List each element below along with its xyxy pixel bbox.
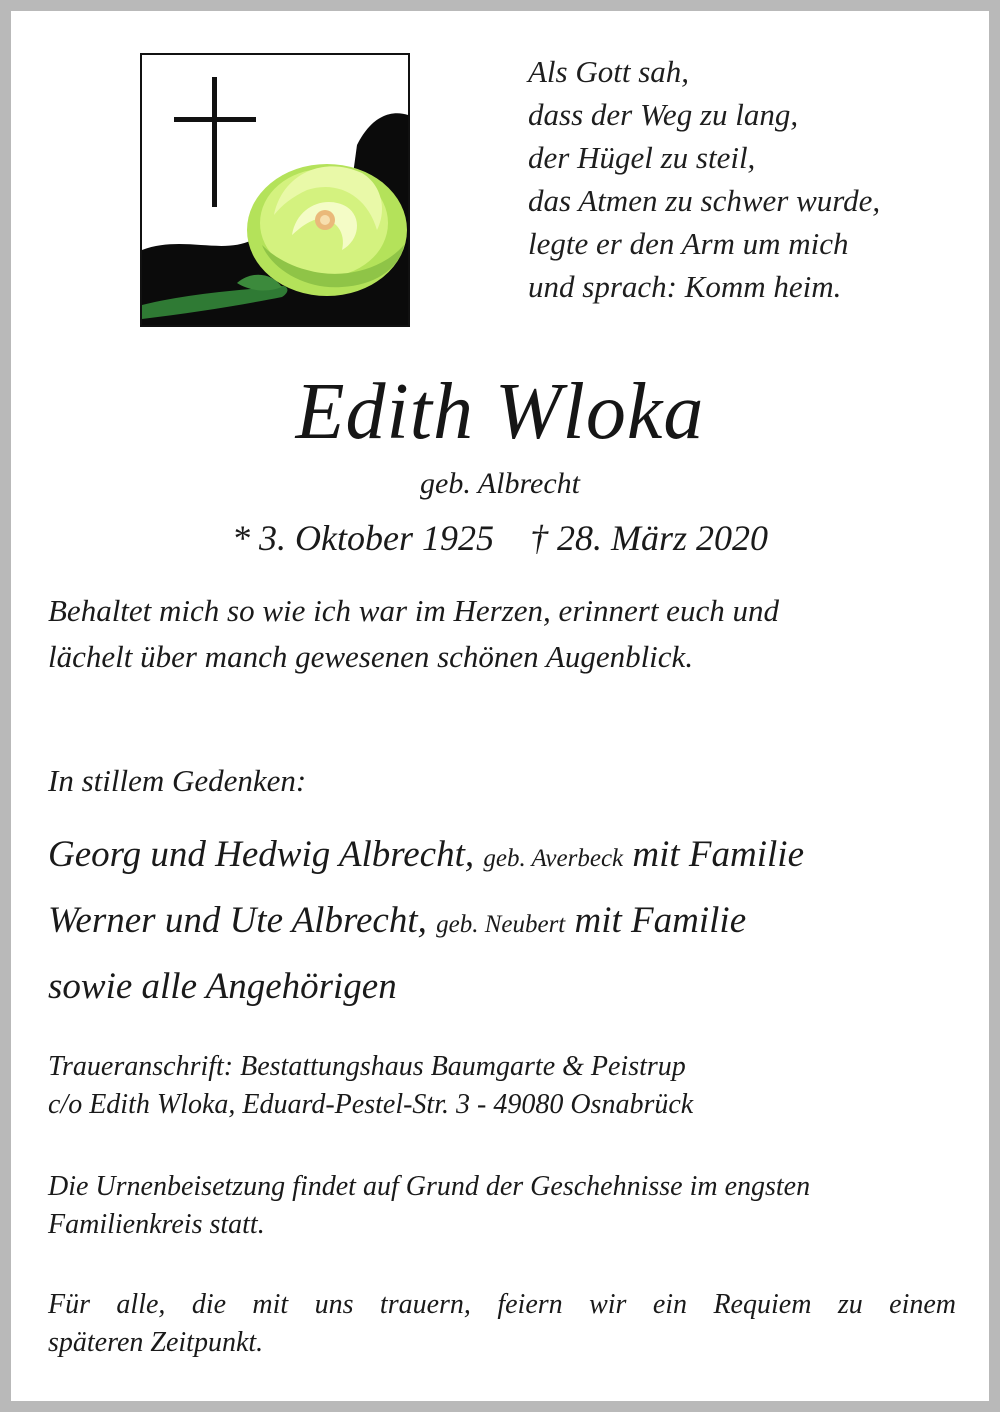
mourners-all: sowie alle Angehörigen — [48, 966, 397, 1007]
motto-line: lächelt über manch gewesenen schönen Augenblick. — [48, 639, 694, 674]
mourner-names: Georg und Hedwig Albrecht, — [48, 834, 475, 875]
mourner-line — [48, 890, 804, 956]
poem-line: das Atmen zu schwer wurde, — [528, 183, 881, 218]
motto-line: Behaltet mich so wie ich war im Herzen, erinnert euch und — [48, 593, 779, 628]
requiem-line: Für alle, die mit uns trauern, feiern wir ein Requiem zu einem — [48, 1289, 956, 1320]
motto — [48, 588, 968, 680]
poem-line: dass der Weg zu lang, — [528, 97, 799, 132]
mourner-suffix: mit Familie — [632, 834, 805, 875]
cross-with-rose-icon — [140, 53, 410, 327]
urn-notice — [48, 1168, 958, 1244]
mourning-address — [48, 1048, 693, 1124]
maiden-name: geb. Albrecht — [420, 467, 580, 500]
requiem-line: späteren Zeitpunkt. — [48, 1327, 264, 1358]
mourner-line — [48, 824, 804, 890]
poem-line: legte er den Arm um mich — [528, 226, 849, 261]
poem — [528, 50, 880, 308]
mourner-names: Werner und Ute Albrecht, — [48, 900, 427, 941]
mourner-birth-name: geb. Averbeck — [483, 845, 624, 872]
deceased-name: Edith Wloka — [295, 368, 705, 456]
mourner-suffix: mit Familie — [574, 900, 747, 941]
rose-image — [142, 55, 408, 325]
urn-line: Die Urnenbeisetzung findet auf Grund der Geschehnisse im engsten — [48, 1171, 811, 1202]
poem-line: und sprach: Komm heim. — [528, 269, 842, 304]
address-line: Traueranschrift: Bestattungshaus Baumgarte & Peistrup — [48, 1051, 686, 1082]
memory-heading: In stillem Gedenken: — [48, 763, 307, 798]
birth-date: * 3. Oktober 1925 — [232, 518, 494, 558]
mourner-birth-name: geb. Neubert — [436, 911, 566, 938]
requiem-notice — [48, 1286, 956, 1362]
poem-line: Als Gott sah, — [528, 54, 690, 89]
address-line: c/o Edith Wloka, Eduard-Pestel-Str. 3 - 49080 Osnabrück — [48, 1089, 694, 1120]
urn-line: Familienkreis statt. — [48, 1209, 265, 1240]
poem-line: der Hügel zu steil, — [528, 140, 756, 175]
life-dates — [0, 516, 1000, 560]
mourners-list — [48, 824, 804, 1018]
death-date: † 28. März 2020 — [529, 518, 768, 558]
